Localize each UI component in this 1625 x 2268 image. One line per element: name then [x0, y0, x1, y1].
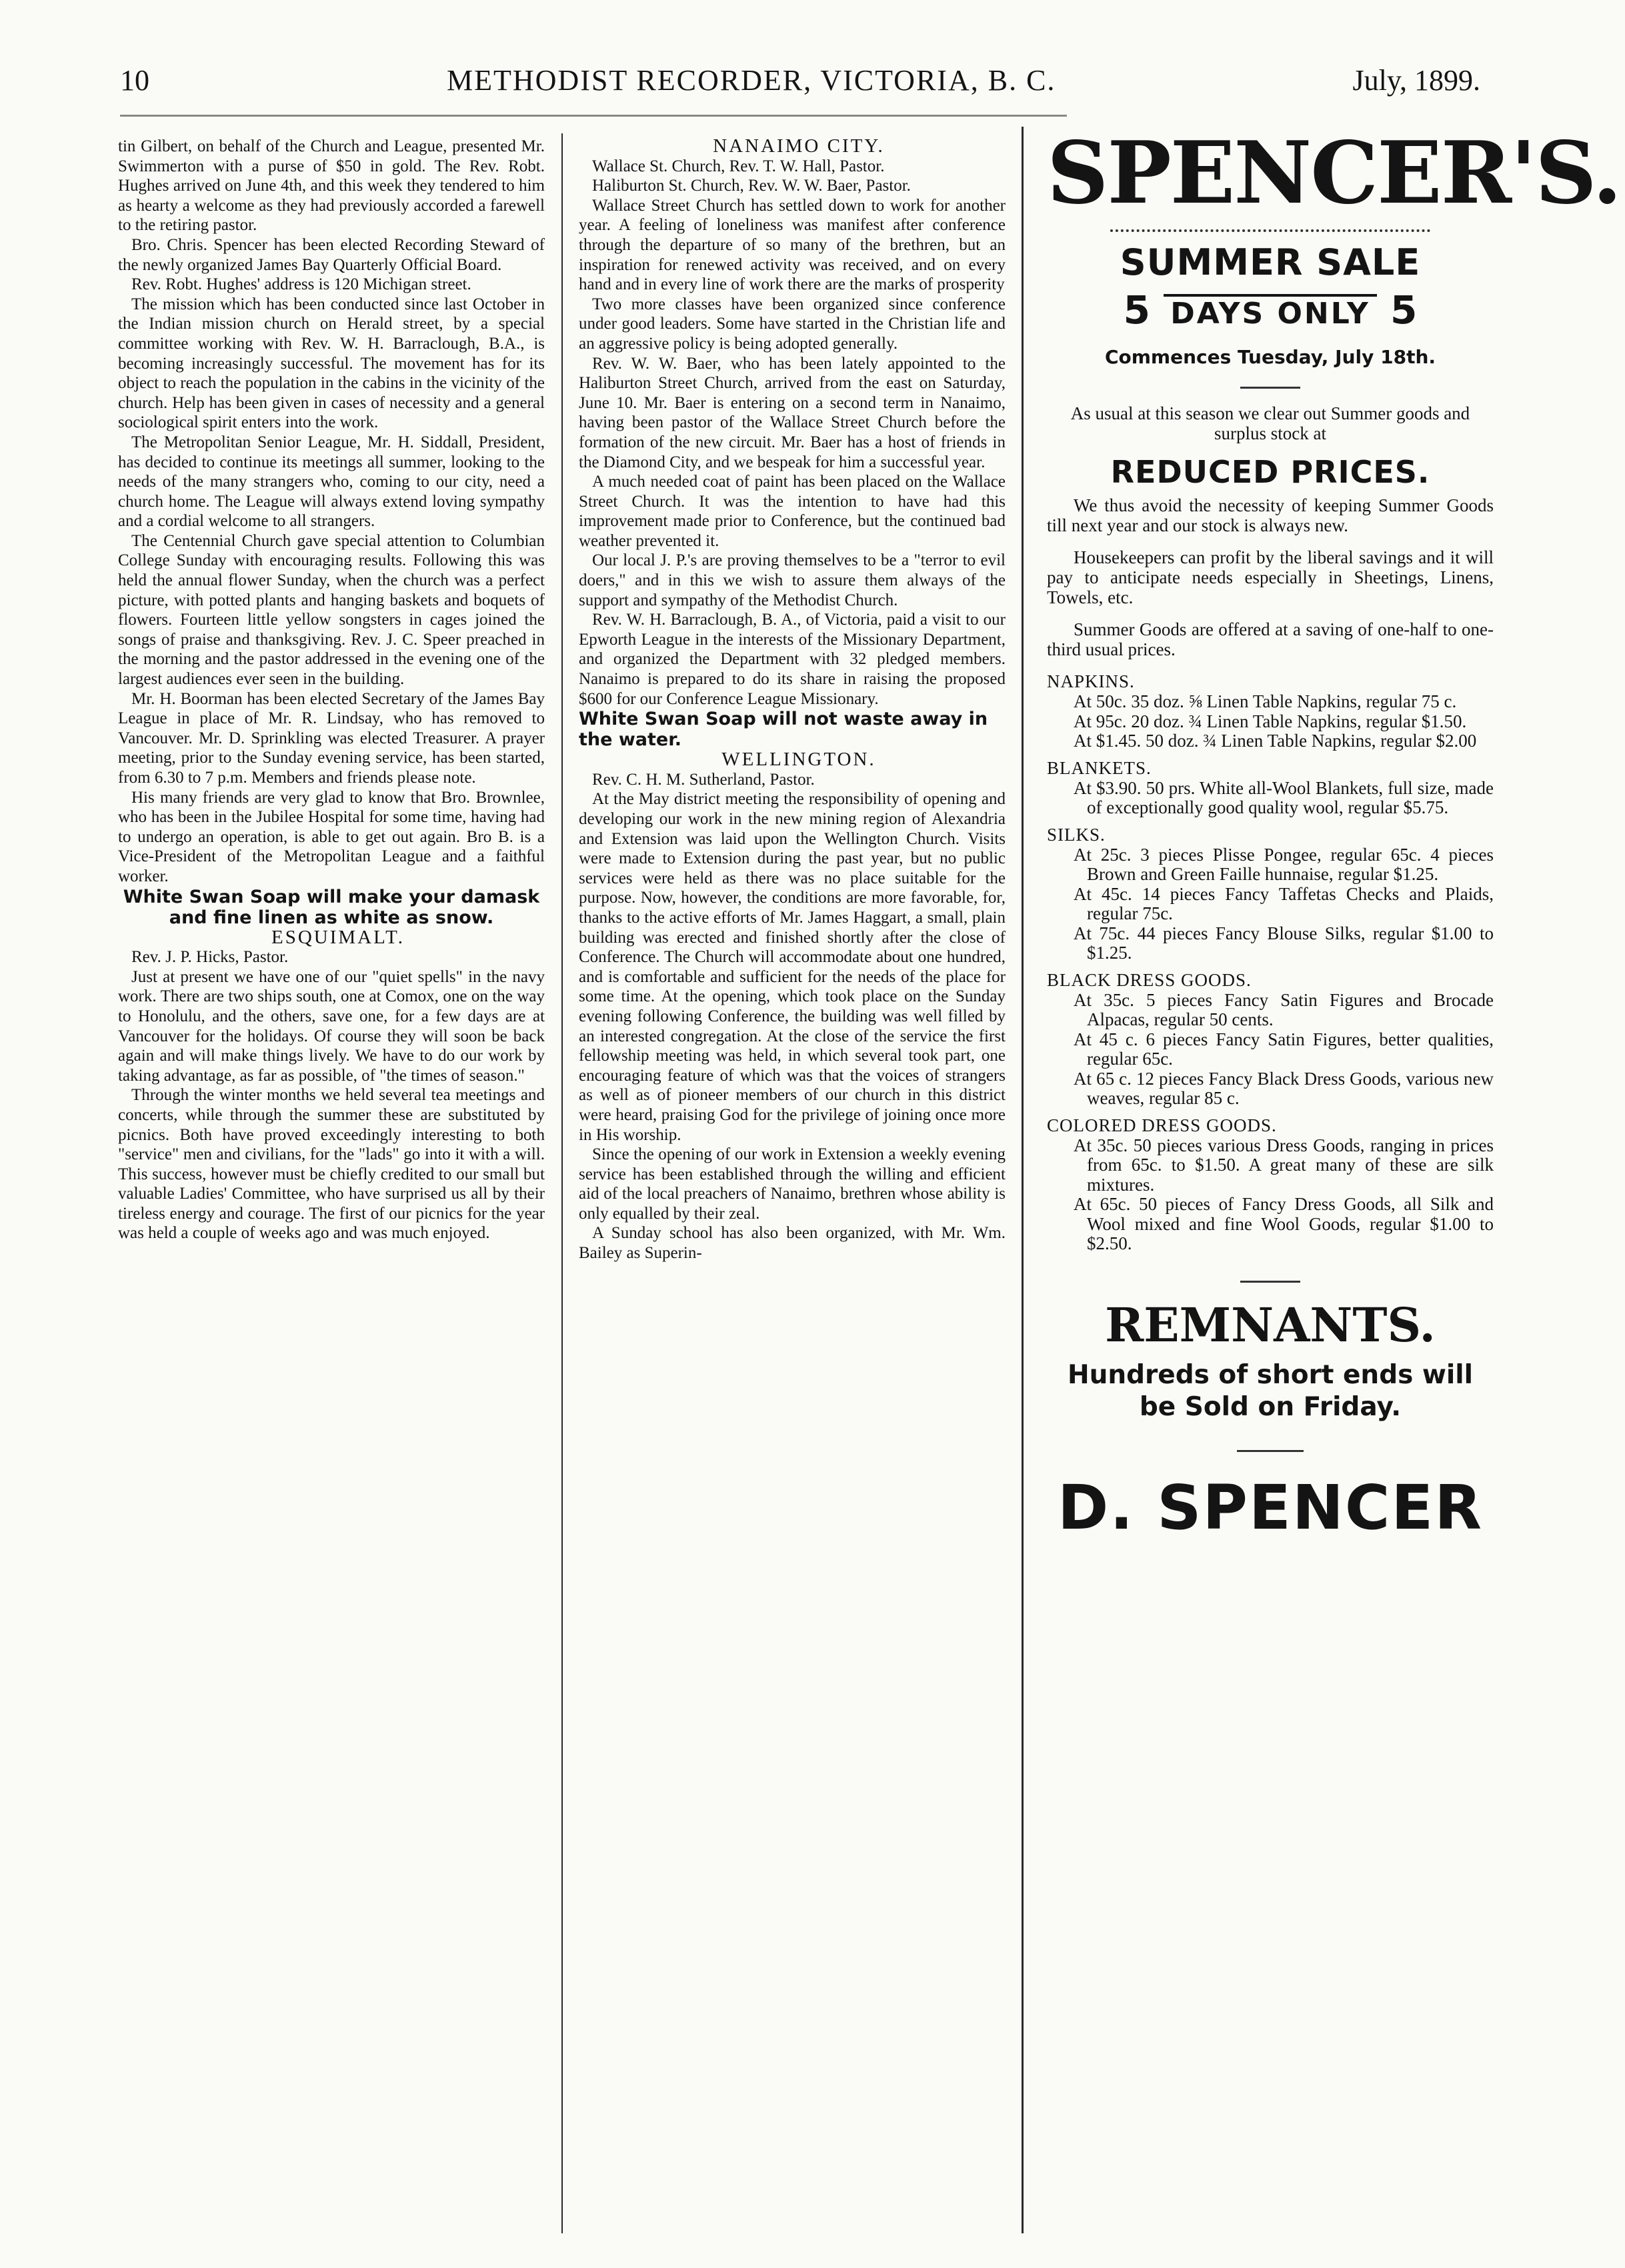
price-item: At 25c. 3 pieces Plisse Pongee, regular 65c. 4 pieces Brown and Green Faille hunnaise, regular $1.25. — [1074, 844, 1494, 884]
category-blankets: BLANKETS. — [1047, 757, 1152, 778]
price-item: At 35c. 5 pieces Fancy Satin Figures and Brocade Alpacas, regular 50 cents. — [1074, 989, 1494, 1029]
soap-advertisement: White Swan Soap will not waste away in the water. — [579, 709, 988, 751]
price-item: At 95c. 20 doz. ¾ Linen Table Napkins, regular $1.50. — [1074, 711, 1467, 731]
article-paragraph: Rev. Robt. Hughes' address is 120 Michigan street. — [131, 275, 471, 294]
remnants-heading: REMNANTS. — [1105, 1297, 1436, 1353]
reduced-prices-heading: REDUCED PRICES. — [1110, 454, 1430, 490]
ad-paragraph: Housekeepers can profit by the liberal savings and it will pay to anticipate needs especially in Sheetings, Linens, Towels, etc. — [1047, 547, 1494, 607]
article-paragraph: Wallace Street Church has settled down to work for another year. A feeling of loneliness was manifest after conference through the departure of so many of the brethren, but an inspiration for renewed activity was received, and on every hand and in every line of work there are the marks of prosperity — [579, 196, 1006, 294]
column-divider-2 — [1022, 127, 1024, 2233]
article-paragraph: The Centennial Church gave special attention to Columbian College Sunday with encouraging results. Following this was held the annual flower Sunday, when the church was a perfect picture, with potted plants and hanging baskets and boquets of flowers. Fourteen little yellow songsters in cages joined the songs of praise and thanksgiving. Rev. J. C. Speer preached in the morning and the pastor addressed in the evening one of the largest audiences ever seen in the building. — [118, 531, 545, 689]
price-item: At 75c. 44 pieces Fancy Blouse Silks, regular $1.00 to $1.25. — [1074, 923, 1494, 963]
publication-title: METHODIST RECORDER, VICTORIA, B. C. — [447, 64, 1056, 97]
price-item: At $3.90. 50 prs. White all-Wool Blankets, full size, made of exceptionally good quality wool, regular $5.75. — [1074, 777, 1494, 817]
days-number-right: 5 — [1390, 287, 1418, 333]
summer-sale-heading: SUMMER SALE — [1120, 241, 1421, 283]
spencers-advertisement — [1047, 123, 1621, 1543]
price-item: At 45 c. 6 pieces Fancy Satin Figures, better qualities, regular 65c. — [1074, 1029, 1494, 1069]
price-item: At 65 c. 12 pieces Fancy Black Dress Goods, various new weaves, regular 85 c. — [1074, 1068, 1494, 1108]
section-heading-wellington: WELLINGTON. — [721, 749, 876, 771]
price-item: At $1.45. 50 doz. ¾ Linen Table Napkins, regular $2.00 — [1074, 731, 1477, 751]
ad-paragraph: We thus avoid the necessity of keeping Summer Goods till next year and our stock is always new. — [1047, 495, 1494, 535]
news-column-2 — [579, 137, 1006, 1263]
article-paragraph: Rev. W. W. Baer, who has been lately appointed to the Haliburton Street Church, arrived from the east on Saturday, June 10. Mr. Baer is entering on a second term in Nanaimo, having been pastor of the Wallace Street Church before the formation of the new circuit. Mr. Baer has a host of friends in the Diamond City, and we bespeak for him a successful year. — [579, 354, 1006, 471]
article-paragraph: Mr. H. Boorman has been elected Secretary of the James Bay League in place of Mr. R. Lindsay, who has removed to Vancouver. Mr. D. Sprinkling was elected Treasurer. A prayer meeting, prior to the Sunday evening service, has been started, from 6.30 to 7 p.m. Members and friends please note. — [118, 689, 545, 787]
proprietor-name: D. SPENCER — [1057, 1471, 1484, 1543]
news-column-1 — [118, 137, 545, 1243]
pastor-line: Rev. C. H. M. Sutherland, Pastor. — [592, 770, 815, 789]
article-paragraph: Since the opening of our work in Extension a weekly evening service has been established through the willing and efficient aid of the local preachers of Nanaimo, brethren whose ability is only equalled by their zeal. — [579, 1145, 1006, 1223]
days-number-left: 5 — [1123, 287, 1151, 333]
category-black-dress-goods: BLACK DRESS GOODS. — [1047, 969, 1252, 990]
pastor-line: Haliburton St. Church, Rev. W. W. Baer, Pastor. — [592, 177, 911, 195]
divider — [1240, 1281, 1300, 1283]
article-paragraph: Our local J. P.'s are proving themselves to be a "terror to evil doers," and in this we wish to assure them always of the support and sympathy of the Methodist Church. — [579, 551, 1006, 609]
days-only-text: DAYS ONLY — [1164, 294, 1377, 331]
article-paragraph: His many friends are very glad to know that Bro. Brownlee, who has been in the Jubilee Hospital for some time, having had to undergo an operation, is able to get out again. Bro B. is a Vice-President of the Metropolitan League and a faithful worker. — [118, 788, 545, 885]
price-item: At 35c. 50 pieces various Dress Goods, ranging in prices from 65c. to $1.50. A great many of these are silk mixtures. — [1074, 1135, 1494, 1195]
section-heading-nanaimo: NANAIMO CITY. — [713, 135, 885, 157]
page-header — [120, 63, 1480, 110]
page-number: 10 — [120, 64, 149, 97]
category-napkins: NAPKINS. — [1047, 671, 1135, 691]
issue-date: July, 1899. — [1352, 64, 1480, 97]
days-only-banner — [1047, 287, 1494, 333]
category-colored-dress-goods: COLORED DRESS GOODS. — [1047, 1115, 1277, 1135]
article-paragraph: At the May district meeting the responsibility of opening and developing our work in the new mining region of Alexandria and Extension was laid upon the Wellington Church. Visits were made to Extension during the past year, but no public services were held as there was no place suitable for the purpose. Now, however, the conditions are more favorable, for, thanks to the active efforts of Mr. James Haggart, a small, plain building was erected and finished shortly after the close of Conference. The Church will accommodate about one hundred, and is comfortable and sufficient for the needs of the place for some time. At the opening, which took place on the Sunday evening following Conference, the building was well filled by an interested congregation. At the close of the service the first fellowship meeting was held, in which several took part, one encouraging feature of which was that the voices of strangers as well as of pioneer members of our church in this district were heard, praising God for the privilege of joining once more in His worship. — [579, 790, 1006, 1144]
article-paragraph: Two more classes have been organized since conference under good leaders. Some have started in the Christian life and an aggressive policy is being adopted generally. — [579, 295, 1006, 353]
price-item: At 65c. 50 pieces of Fancy Dress Goods, all Silk and Wool mixed and fine Wool Goods, regular $1.00 to $2.50. — [1074, 1194, 1494, 1253]
pastor-line: Rev. J. P. Hicks, Pastor. — [131, 948, 289, 967]
divider — [1237, 1450, 1304, 1452]
header-rule — [120, 115, 1067, 117]
ad-intro: As usual at this season we clear out Summer goods and surplus stock at — [1070, 403, 1470, 443]
article-paragraph: tin Gilbert, on behalf of the Church and League, presented Mr. Swimmerton with a purse of $50 in gold. The Rev. Robt. Hughes arrived on June 4th, and this week they tendered to him as hearty a welcome as they had previously accorded a farewell to the retiring pastor. — [118, 137, 545, 235]
price-item: At 50c. 35 doz. ⅝ Linen Table Napkins, regular 75 c. — [1074, 691, 1457, 711]
pastor-line: Wallace St. Church, Rev. T. W. Hall, Pastor. — [592, 157, 885, 175]
article-paragraph: The Metropolitan Senior League, Mr. H. Siddall, President, has decided to continue its meetings all summer, looking to the needs of the many strangers who, coming to our city, need a church home. The League will always extend loving sympathy and a cordial welcome to all strangers. — [118, 433, 545, 531]
divider — [1240, 387, 1300, 389]
article-paragraph: Bro. Chris. Spencer has been elected Recording Steward of the newly organized James Bay Quarterly Official Board. — [118, 235, 545, 274]
article-paragraph: Through the winter months we held several tea meetings and concerts, while through the summer these are substituted by picnics. Both have proved exceedingly interesting to both "service" men and civilians, for the "lads" go into it with a will. This success, however must be chiefly credited to our small but valuable Ladies' Committee, who have surprised us all by their tireless energy and courage. The first of our picnics for the year was held a couple of weeks ago and was much enjoyed. — [118, 1086, 545, 1243]
article-paragraph: Rev. W. H. Barraclough, B. A., of Victoria, paid a visit to our Epworth League in the interests of the Missionary Department, and organized the Department with 32 pledged members. Nanaimo is prepared to do its share in raising the proposed $600 for our Conference League Missionary. — [579, 611, 1006, 708]
ad-paragraph: Summer Goods are offered at a saving of one-half to one-third usual prices. — [1047, 619, 1494, 659]
article-paragraph: A Sunday school has also been organized, with Mr. Wm. Bailey as Superin- — [579, 1224, 1006, 1263]
article-paragraph: A much needed coat of paint has been placed on the Wallace Street Church. It was the intention to have had this improvement made prior to Conference, but the continued bad weather prevented it. — [579, 473, 1006, 550]
section-heading-esquimalt: ESQUIMALT. — [271, 926, 405, 948]
article-paragraph: The mission which has been conducted since last October in the Indian mission church on Herald street, by a special committee working with Rev. W. H. Barraclough, B.A., is becoming increasingly successful. The movement has for its object to reach the population in the cabins in the vicinity of the church. Help has been given in cases of necessity and a general sociological spirit enters into the work. — [118, 295, 545, 432]
column-divider-1 — [561, 133, 563, 2233]
remnants-text: Hundreds of short ends will be Sold on Friday. — [1067, 1359, 1474, 1422]
category-silks: SILKS. — [1047, 824, 1106, 845]
store-name: SPENCER'S. — [1047, 123, 1621, 223]
sale-start-date: Commences Tuesday, July 18th. — [1104, 346, 1436, 368]
soap-advertisement: White Swan Soap will make your damask and fine linen as white as snow. — [123, 886, 540, 928]
article-paragraph: Just at present we have one of our "quiet spells" in the navy work. There are two ships south, one at Comox, one on the way to Honolulu, and the others, save one, for a few days are at Vancouver for the holidays. Of course they will soon be back again and will make things lively. We have to do our work by taking advantage, as far as possible, of "the times of season." — [118, 967, 545, 1085]
price-item: At 45c. 14 pieces Fancy Taffetas Checks and Plaids, regular 75c. — [1074, 883, 1494, 923]
